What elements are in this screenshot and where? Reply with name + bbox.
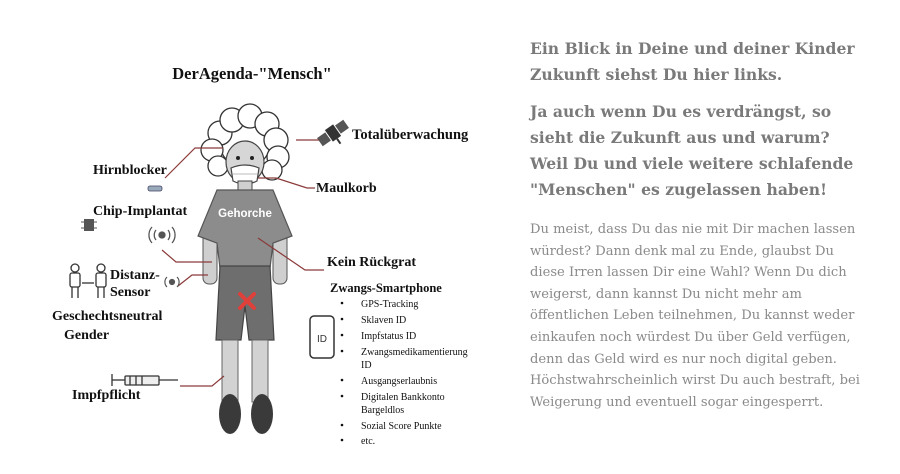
- satellite-icon: [316, 118, 354, 153]
- svg-text:ID: ID: [361, 360, 372, 371]
- smartphone-id-icon: [310, 316, 334, 358]
- label-gender-line2: Gender: [64, 328, 110, 343]
- distance-people-icon: [70, 264, 106, 298]
- person-figure: [198, 104, 292, 434]
- lead-paragraph-2: Ja auch wenn Du es verdrängst, so sieht die Zukunft aus und warum? Weil Du und viele weitere schlafende "Menschen" es zugelassen haben!: [530, 102, 854, 199]
- svg-text:etc.: etc.: [361, 436, 376, 447]
- label-kein-rueckgrat: Kein Rückgrat: [327, 255, 417, 270]
- article-text: [530, 36, 865, 413]
- svg-text:Ausgangserlaubnis: Ausgangserlaubnis: [361, 376, 438, 387]
- label-hirnblocker: Hirnblocker: [93, 163, 167, 178]
- label-impfpflicht: Impfpflicht: [72, 388, 141, 403]
- list-item: [341, 376, 438, 387]
- svg-text:Zwangsmedikamentierung: Zwangsmedikamentierung: [361, 347, 468, 358]
- svg-text:Bargeldlos: Bargeldlos: [361, 405, 405, 416]
- label-gender-line1: Geschechtsneutral: [52, 309, 163, 324]
- list-item: [341, 299, 419, 310]
- svg-text:Sklaven ID: Sklaven ID: [361, 315, 407, 326]
- label-maulkorb: Maulkorb: [316, 181, 377, 196]
- body-paragraph: Du meist, dass Du das nie mit Dir machen lassen würdest? Dann denk mal zu Ende, glaubst Du diese Irren lassen Dir eine Wahl? Wenn Du dich weigerst, dann kannst Du nicht mehr am öffentlichen Leben teilnehmen, Du kannst weder einkaufen noch würdest Du über Geld verfügen, denn das Geld wird es nur noch digital geben. Höchstwahrscheinlich wirst Du auch bestraft, bei Weigerung und eventuell sogar eingesperrt.: [530, 222, 860, 410]
- list-item: [341, 315, 407, 326]
- list-item: [361, 405, 404, 416]
- chip-icon: [81, 219, 97, 231]
- svg-text:Digitalen Bankkonto: Digitalen Bankkonto: [361, 392, 445, 403]
- label-chip-implantat: Chip-Implantat: [93, 204, 188, 219]
- list-item: [341, 331, 417, 342]
- list-item: [341, 421, 442, 432]
- lead-paragraph-1: Ein Blick in Deine und deiner Kinder Zukunft siehst Du hier links.: [530, 39, 855, 84]
- list-item: [341, 436, 375, 447]
- sensor-signal-icon: [165, 277, 179, 287]
- signal-icon: [149, 227, 175, 243]
- label-distanz-line2: Sensor: [110, 285, 151, 300]
- label-totalueberwachung: Totalüberwachung: [352, 127, 469, 143]
- chip-blocker-icon: [148, 186, 162, 191]
- svg-text:Impfstatus ID: Impfstatus ID: [361, 331, 417, 342]
- svg-text:GPS-Tracking: GPS-Tracking: [361, 299, 419, 310]
- list-item: [361, 360, 372, 371]
- illustration-title: DerAgenda-"Mensch": [172, 64, 332, 83]
- list-item: [341, 392, 445, 403]
- svg-text:Sozial Score Punkte: Sozial Score Punkte: [361, 421, 442, 432]
- list-item: [341, 347, 468, 358]
- label-distanz-line1: Distanz-: [110, 268, 160, 283]
- smartphone-list: [341, 299, 468, 447]
- shirt-text: Gehorche: [218, 208, 272, 220]
- syringe-icon: [112, 374, 178, 386]
- id-icon-text: ID: [317, 334, 327, 345]
- label-zwangs-smartphone: Zwangs-Smartphone: [330, 281, 442, 295]
